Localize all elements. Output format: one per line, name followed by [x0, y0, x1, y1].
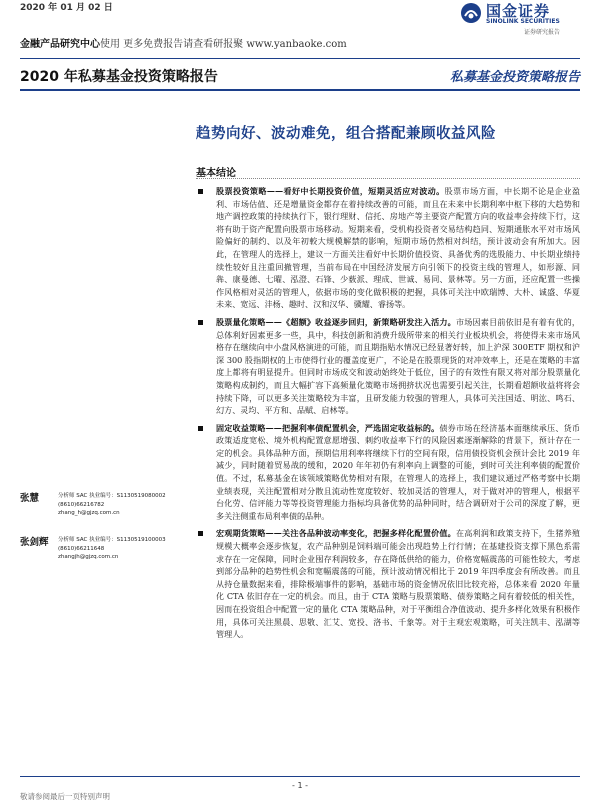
paragraph-stock-strategy: [196, 185, 580, 311]
paragraph-text: 股票市场方面，中长期不论是企业盈利、市场估值、还是增量资金都存在着持续改善的可能，而且在未来中长期利率中枢下移的大趋势和地产调控政策的持续执行下，银行理财、信托、房地产等主要资产配置方向的收益率会持续下行，这将有助于资产配置向股票市场移动。短期来看，受机构投资者交易结构趋同、短期通胀水平对市场风险偏好的制约、以及年初較大规模解禁的影响，短期市场仍然相对纠结，预计波动会有所加大。因此，在管理人的选择上，建议一方面关注看好中长期价值投资、具备优秀的选股能力、中长期业绩持续性较好且注重回撤管理，当前布局在中国经济发展方向引领下的投资主线的管理人，如形源、同犇、康曼德、七曜、泓澄、石锋、少薮派、理成、世诚、易同、景林等。另一方面，还应配置一些操作风格相对灵活的管理人，依据市场的变化做积极的把握，具体可关注中欧瑞博、大朴、诚盛、华夏未来、宽远、沣杨、趣时、汉和汉华、骥耀、睿扬等。: [216, 186, 580, 310]
analyst-card: [20, 490, 190, 534]
bullet-square-icon: [198, 320, 203, 325]
report-date: 2020 年 01 月 02 日: [20, 3, 113, 13]
bullet-square-icon: [198, 189, 203, 194]
logo-chinese-name: 国金证券: [486, 2, 551, 20]
company-logo: [460, 0, 600, 36]
paragraph-lead: 股票量化策略——《超额》收益逐步回归，新策略研发注入活力。: [216, 316, 456, 327]
analyst-contact: [58, 536, 166, 562]
footer-divider: [20, 776, 580, 777]
analyst-name: 张剑辉: [20, 537, 49, 548]
analyst-email[interactable]: zhangjh@gjzq.com.cn: [58, 554, 119, 560]
analyst-contact: [58, 492, 166, 518]
paragraph-lead: 股票投资策略——看好中长期投资价值，短期灵活应对波动。: [216, 186, 445, 196]
logo-subtitle: 证券研究报告: [524, 29, 561, 36]
sinolink-logo-icon: [460, 2, 482, 24]
section-divider: [196, 178, 580, 179]
section-label: 基本结论: [196, 168, 236, 179]
bullet-square-icon: [198, 426, 203, 431]
header-note-text: 使用 更多免费报告请查看研报聚 www.yanbaoke.com: [100, 39, 347, 50]
header-note: [20, 35, 347, 50]
paragraph-text: 债券市场在经济基本面继续承压、货币政策适度宽松、境外机构配置意愿增强、刺约收益率下行的风险因素逐渐解除的背景下，预计存在一定的机会。具体品种方面，预期信用利率将继续下行的空间有限，信用债投资机会预计会比 2019 年减少，同时随着贸易战的缓和，2020 年年初仍有利率向上调整的可能，到时可关注利率债的配置价值。不过，私募基金在该领域策略优势相对有限，在管理人的选择上，我们建议通过严格考察中长期业绩表现，关注配置相对分散且流动性宽度较好、较加灵活的管理人，对于做对冲的管理人，根据平台化劳、信评能力等等投资管理能力指标均具备优势的品种同时，结合调研对于公司的深度了解，更多关注侧重布局利率债的品种。: [216, 422, 580, 521]
paragraph-quant-strategy: [196, 316, 580, 417]
paragraph-fixed-income-strategy: [196, 422, 580, 523]
report-headline: 趋势向好、波动难免，组合搭配兼顾收益风险: [196, 125, 496, 142]
analyst-card: [20, 534, 190, 578]
footer-disclaimer: 敬请参阅最后一页特别声明: [20, 792, 110, 801]
analyst-sac-number: 分析师 SAC 执业编号：S1130519080002: [58, 493, 166, 499]
analyst-sac-number: 分析师 SAC 执业编号：S1130519100003: [58, 537, 166, 543]
research-center-label: 金融产品研究中心: [20, 39, 100, 50]
analyst-name: 张慧: [20, 493, 40, 504]
analyst-phone: (8610)66216782: [58, 501, 105, 508]
analyst-list: [20, 490, 190, 578]
bullet-square-icon: [198, 531, 203, 536]
conclusions-body: [196, 185, 580, 646]
page-number: - 1 -: [292, 781, 308, 790]
report-title: 2020 年私募基金投资策略报告: [20, 69, 218, 85]
report-category: 私募基金投资策略报告: [449, 70, 580, 85]
paragraph-text: 市场因素目前依旧是有着有优的，总体利好因素更多一些，具中，科技创新和消费升级所带来的相关行业板块机会，将使得未来市场风格存在继续向中小盘风格演进的可能，而且期指贴水情况已经显著好转，加上沪深 300ETF 期权和沪深 300 股指期权的上市使得行业的覆盖度更广，不论是在股票现货的对冲效率上，还是在策略的丰富度上都将有明显提升。但同时市场成交和波动始终处于低位，国子的有效性有限又将对部分股票量化策略构成制约，而且大幅扩容下高频量化策略市场拥挤状况也需要引起关注，长期看超额收益将将会持续下降，可以更多关注策略较为丰富，且研发能力较强的管理人，具体可关注国适、明汯、鸣石、幻方、灵均、平方和、品赋、启林等。: [216, 316, 580, 416]
paragraph-text: 在高利润和政策支持下，生猪养殖规模大概率会逐步恢复，农产品种别是饲料端可能会出现趋势上行行情；在基建投资支撑下黑色系需求存在一定保障，同时企业囤存利润较多，存在降低供给的能力，价格宽幅震荡的可能性较大，考虑到部分品种的趋势性机会和宽幅震荡的可能，预计波动情况相比于 2019 年四季度会有所改善。而且从持仓量数据来看，排除极端事件的影响，基础市场的资金情况依旧比较充裕，总体来看 2020 年量化 CTA 依旧存在一定的机会。而且，由于 CTA 策略与股票策略、债券策略之间有着较低的相关性，因而在投资组合中配置一定的量化 CTA 策略品种，对于平衡组合净值波动、提升多样化效果有积极作用，具体可关注黑晨、思敬、汇艾、宽投、洛书、千象等。对于主观宏观策略，可关注凯丰、泓湖等管理人。: [216, 528, 580, 640]
title-band: [20, 58, 580, 91]
analyst-email[interactable]: zhang_h@gjzq.com.cn: [58, 510, 120, 516]
paragraph-lead: 宏观期货策略——关注各品种波动率变化，把握多样化配置价值。: [216, 528, 456, 539]
paragraph-macro-futures-strategy: [196, 527, 580, 640]
analyst-phone: (8610)66211648: [58, 545, 105, 552]
paragraph-lead: 固定收益策略——把握利率债配置机会，严选固定收益标的。: [216, 422, 440, 433]
logo-english-name: SINOLINK SECURITIES: [486, 18, 560, 25]
